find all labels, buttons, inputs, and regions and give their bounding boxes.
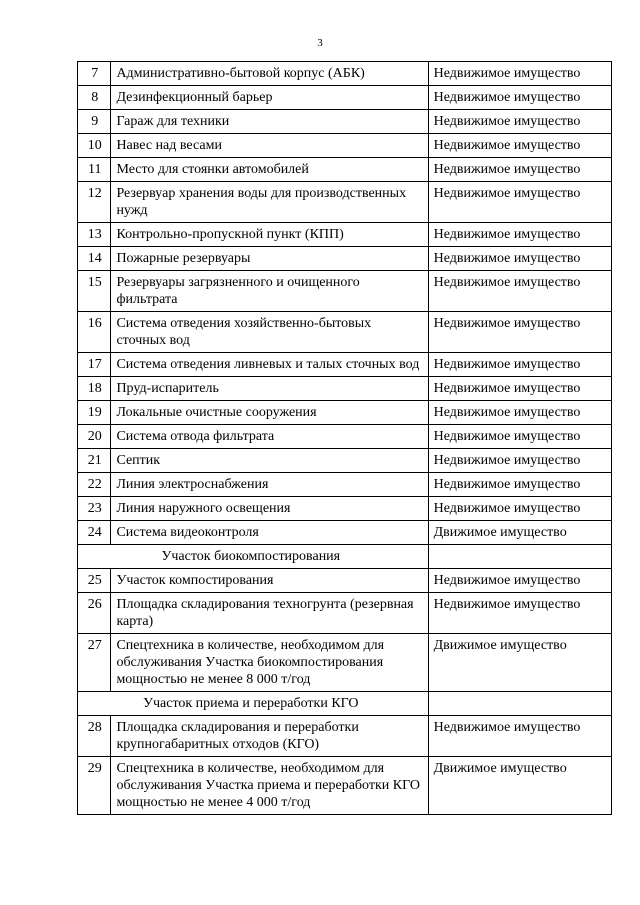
row-number: 25 (78, 569, 111, 593)
asset-name: Пожарные резервуары (111, 247, 428, 271)
row-number: 23 (78, 497, 111, 521)
row-number: 11 (78, 158, 111, 182)
asset-name: Резервуары загрязненного и очищенного фильтрата (111, 271, 428, 312)
table-row (78, 62, 612, 86)
row-number: 10 (78, 134, 111, 158)
property-type: Недвижимое имущество (428, 86, 611, 110)
table-row (78, 425, 612, 449)
property-type: Недвижимое имущество (428, 377, 611, 401)
property-type: Недвижимое имущество (428, 473, 611, 497)
property-type: Недвижимое имущество (428, 158, 611, 182)
section-empty-cell (428, 692, 611, 716)
table-row (78, 247, 612, 271)
property-type: Недвижимое имущество (428, 62, 611, 86)
asset-name: Система отведения ливневых и талых сточных вод (111, 353, 428, 377)
asset-name: Площадка складирования техногрунта (резервная карта) (111, 593, 428, 634)
table-row (78, 521, 612, 545)
asset-name: Гараж для техники (111, 110, 428, 134)
asset-name: Локальные очистные сооружения (111, 401, 428, 425)
table-row (78, 86, 612, 110)
asset-name: Резервуар хранения воды для производственных нужд (111, 182, 428, 223)
row-number: 22 (78, 473, 111, 497)
asset-name: Система отвода фильтрата (111, 425, 428, 449)
row-number: 8 (78, 86, 111, 110)
asset-name: Линия электроснабжения (111, 473, 428, 497)
table-row (78, 223, 612, 247)
property-type: Движимое имущество (428, 634, 611, 692)
property-type: Недвижимое имущество (428, 110, 611, 134)
table-row (78, 134, 612, 158)
asset-name: Контрольно-пропускной пункт (КПП) (111, 223, 428, 247)
asset-name: Площадка складирования и переработки крупногабаритных отходов (КГО) (111, 716, 428, 757)
asset-table (77, 61, 612, 815)
table-row (78, 569, 612, 593)
property-type: Недвижимое имущество (428, 353, 611, 377)
section-title: Участок биокомпостирования (78, 545, 429, 569)
row-number: 21 (78, 449, 111, 473)
row-number: 14 (78, 247, 111, 271)
table-row (78, 449, 612, 473)
property-type: Недвижимое имущество (428, 401, 611, 425)
table-row (78, 353, 612, 377)
table-row (78, 593, 612, 634)
section-row (78, 692, 612, 716)
property-type: Недвижимое имущество (428, 497, 611, 521)
property-type: Недвижимое имущество (428, 134, 611, 158)
asset-table-body (78, 62, 612, 815)
table-row (78, 401, 612, 425)
property-type: Движимое имущество (428, 757, 611, 815)
section-empty-cell (428, 545, 611, 569)
property-type: Недвижимое имущество (428, 223, 611, 247)
asset-name: Навес над весами (111, 134, 428, 158)
property-type: Недвижимое имущество (428, 449, 611, 473)
section-row (78, 545, 612, 569)
asset-name: Административно-бытовой корпус (АБК) (111, 62, 428, 86)
property-type: Недвижимое имущество (428, 312, 611, 353)
property-type: Недвижимое имущество (428, 716, 611, 757)
row-number: 13 (78, 223, 111, 247)
row-number: 12 (78, 182, 111, 223)
row-number: 26 (78, 593, 111, 634)
row-number: 29 (78, 757, 111, 815)
property-type: Недвижимое имущество (428, 182, 611, 223)
property-type: Недвижимое имущество (428, 247, 611, 271)
table-row (78, 110, 612, 134)
property-type: Недвижимое имущество (428, 569, 611, 593)
row-number: 7 (78, 62, 111, 86)
table-row (78, 312, 612, 353)
property-type: Движимое имущество (428, 521, 611, 545)
table-row (78, 716, 612, 757)
row-number: 17 (78, 353, 111, 377)
row-number: 18 (78, 377, 111, 401)
row-number: 27 (78, 634, 111, 692)
asset-name: Спецтехника в количестве, необходимом для обслуживания Участка приема и переработки КГО мощностью не менее 4 000 т/год (111, 757, 428, 815)
table-row (78, 377, 612, 401)
asset-name: Система видеоконтроля (111, 521, 428, 545)
property-type: Недвижимое имущество (428, 271, 611, 312)
asset-name: Участок компостирования (111, 569, 428, 593)
table-row (78, 271, 612, 312)
row-number: 9 (78, 110, 111, 134)
property-type: Недвижимое имущество (428, 593, 611, 634)
asset-name: Пруд-испаритель (111, 377, 428, 401)
row-number: 19 (78, 401, 111, 425)
page-number: 3 (317, 37, 323, 49)
asset-name: Септик (111, 449, 428, 473)
table-row (78, 497, 612, 521)
table-row (78, 182, 612, 223)
row-number: 15 (78, 271, 111, 312)
table-row (78, 473, 612, 497)
property-type: Недвижимое имущество (428, 425, 611, 449)
asset-name: Место для стоянки автомобилей (111, 158, 428, 182)
asset-name: Спецтехника в количестве, необходимом для обслуживания Участка биокомпостирования мощностью не менее 8 000 т/год (111, 634, 428, 692)
asset-name: Дезинфекционный барьер (111, 86, 428, 110)
asset-name: Линия наружного освещения (111, 497, 428, 521)
row-number: 28 (78, 716, 111, 757)
asset-name: Система отведения хозяйственно-бытовых сточных вод (111, 312, 428, 353)
section-title: Участок приема и переработки КГО (78, 692, 429, 716)
row-number: 16 (78, 312, 111, 353)
table-row (78, 158, 612, 182)
table-row (78, 634, 612, 692)
row-number: 24 (78, 521, 111, 545)
row-number: 20 (78, 425, 111, 449)
table-row (78, 757, 612, 815)
